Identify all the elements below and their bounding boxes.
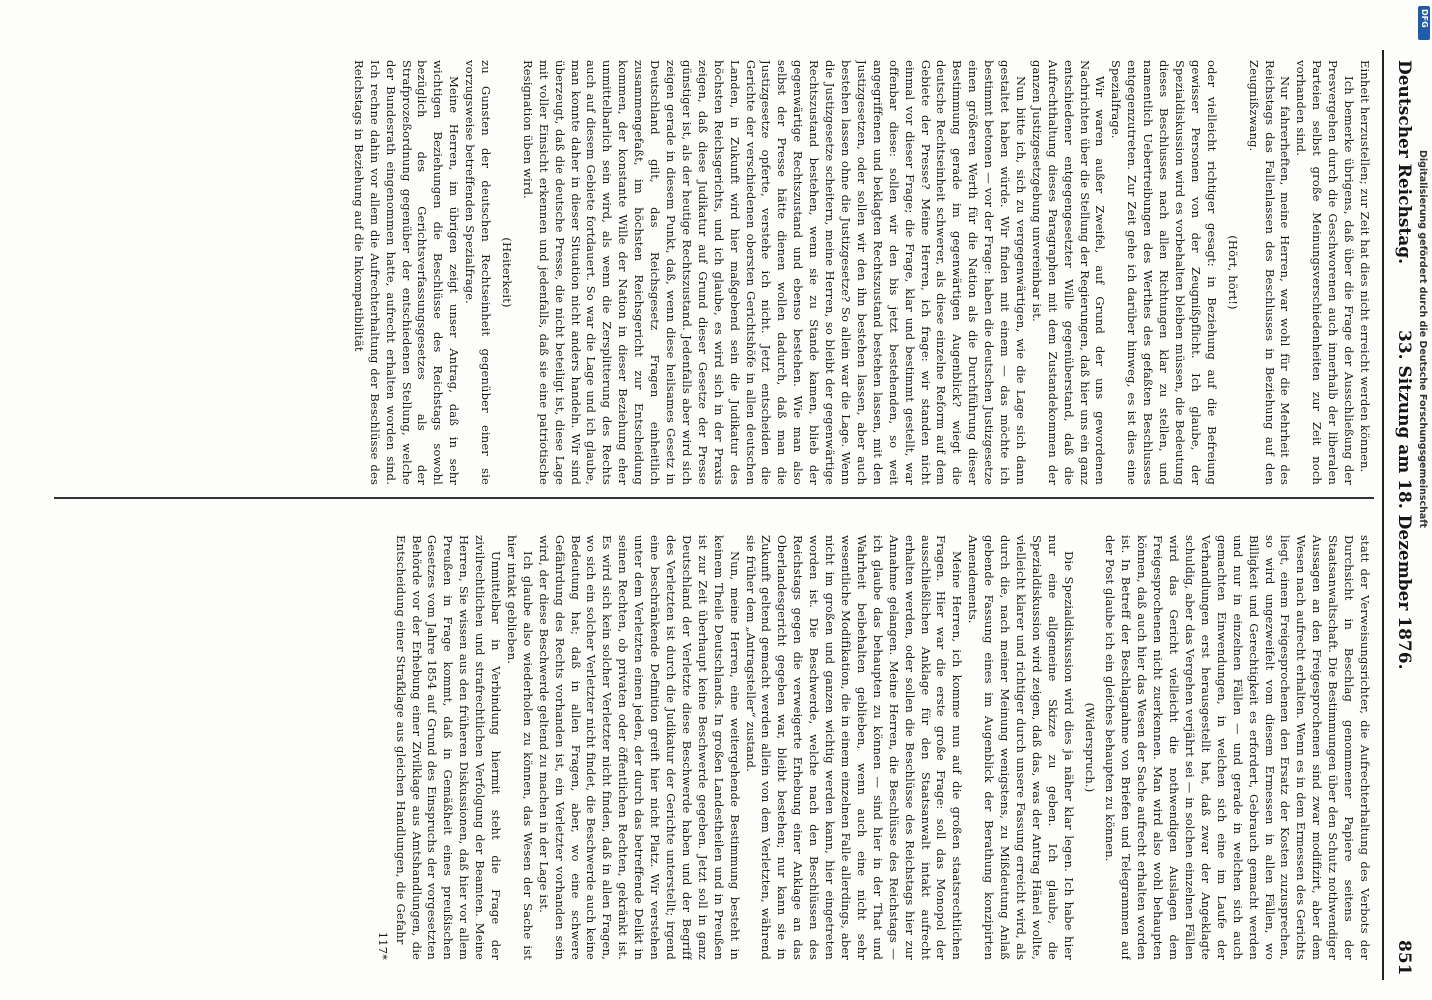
right-column — [52, 535, 1372, 960]
column-divider — [54, 497, 1374, 499]
paragraph: Nun bitte ich, sich zu vergegenwärtigen, wie die Lage sich dann gestaltet haben würde. Wir finden mit einem — das möchte ich bestimmt betonen — vor der Frage: haben die deutschen Justizgesetze einen größeren Werth für die Nation als die Durchführung dieser Bestimmung gerade im gegenwärtigen Augenblick? wiegt die deutsche Rechtseinheit schwerer, als diese einzelne Reform auf dem Gebiete der Presse? Meine Herren, ich frage: wir standen nicht einmal vor dieser Frage; die Frage, klar und bestimmt gestellt, war offenbar diese: sollen wir den bis jetzt bestehenden, so weit angegriffenen und beklagten Rechtszustand bestehen lassen, mit den Justizgesetzen, oder sollen wir den ihn bestehen lassen, aber auch bestehen lassen ohne die Justizgesetze? So allein war die Lage. Wenn die Justizgesetze scheitern, meine Herren, so bleibt der gegenwärtige Rechtszustand bestehen, wenn sie zu Stande kamen, blieb der gegenwärtige Rechtszustand und ebenso bestehen. Wie man also selbst der Presse hätte dienen wollen dadurch, daß man die Justizgesetze opferte, verstehe ich nicht. Jetzt entscheiden die Gerichte der verschiedenen obersten Gerichtshöfe in allen deutschen Landen, in Zukunft wird hier maßgebend sein die Judikatur des höchsten Reichsgerichts, und ich glaube, es wird sich in der Praxis zeigen, daß diese Judikatur auf Grund dieser Gesetze der Presse günstiger ist, als der heutige Rechtszustand. Jedenfalls aber wird sich zeigen gerade in diesem Punkt, daß, wenn diese heilsames Gesetz in Deutschland gilt, das Reichsgesetz Fragen einheitlich zusammengefaßt, im höchsten Reichsgericht zur Entscheidung kommen, der konstante Wille der Nation in dieser Beziehung eher unmittelbarlich sein wird, als wenn die Zersplitterung des Rechts auch auf diesem Gebiete fortdauert. So war die Lage und ich glaube, man konnte daher in dieser Situation nicht anders handeln. Wir sind überzeugt, daß die deutsche Presse, die nicht beteiligt ist, diese Lage mit voller Einsicht erkennen und jedenfalls, daß sie eine patriotische Resignation üben wird. — [520, 60, 1028, 485]
paragraph: oder vielleicht richtiger gesagt: in Beziehung auf die Befreiung gewisser Personen von der Zeugnißpflicht. Ich glaube, der Spezialdiskussion wird es vorbehalten bleiben müssen, die Bedeutung dieses Beschlusses nach allen Richtungen klar zu stellen, und namentlich Uebertreibungen des Werthes des gefaßten Beschlusses entgegenzutreten. Zur Zeit gehe ich darüber hinweg, es ist dies eine Spezialfrage. — [1109, 60, 1219, 485]
header-rule — [1382, 50, 1384, 980]
digitization-credit: Digitalisierung gefördert durch die Deutsche Forschungsgemeinschaft — [1417, 150, 1428, 528]
left-column — [52, 60, 1372, 485]
paragraph: Wir waren außer Zweifel, auf Grund der uns gewordenen Nachrichten über die Stellung der Regierungen, daß hier uns ein ganz entschiedener entgegengesetzter Wille gegenüberstand, daß die Aufrechthaltung dieses Paragraphen mit dem Zustandekommen der ganzen Justizgesetzgebung unvereinbar ist. — [1029, 60, 1108, 485]
paragraph: statt der Verweisungsrichter, die Aufrechterhaltung des Verbots der Durchsicht in Beschlag genommener Papiere seitens der Staatsanwaltschaft. Die Bestimmungen über den Schutz nothwendiger Aussagen an den Freigesprochenen sind zwar modifizirt, aber dem Wesen nach aufrecht erhalten. Wenn es in dem Ermessen des Gerichts liegt, einem Freigesprochenen den Ersatz der Kosten zuzusprechen, so wird ungezweifelt vom diesem Ermessen in allen Fällen, wo Billigkeit und Gerechtigkeit es erfordert, Gebrauch gemacht werden und nur in einzelnen Fällen — und gerade in welchen sich auch gemachten Einwendungen, in welchen sich eine im Laufe der Verhandlungen erst herausgestellt hat, daß zwar der Angeklagte schuldig, aber das Vergehen verjährt sei — in solchen einzelnen Fällen wird das Gericht vielleicht die nothwendigen Auslagen dem Freigesprochenen nicht zuerkennen. Man wird also wohl behaupten können, daß auch hier das Wesen der Sache aufrecht erhalten worden ist. In Betreff der Beschlagnahme von Briefen und Telegrammen auf der Post glaube ich ein gleiches behaupten zu können. — [1103, 535, 1372, 960]
paragraph: Nun, meine Herren, eine weitergehende Bestimmung besteht in keinem Theile Deutschlands. In großen Landestheilen und in Preußen ist zur Zeit überhaupt keine Beschwerde gegeben. Jetzt soll in ganz Deutschland der Verletzte diese Beschwerde haben und der Begriff des Verletzten ist durch die Judikatur der Gerichte unterstellt; irgend eine beschränkende Definition greift hier nicht Platz. Wir verstehen unter dem Verletzten einen jeden, der durch das betreffende Delikt in seinen Rechten, ob privaten oder öffentlichen Rechten, gekränkt ist. Es wird sich kein solcher Verletzter nicht finden, daß in allen Fragen, wo sich ein solcher Verletzter nicht findet, die Beschwerde auch keine Bedeutung hat; daß in allen Fragen, aber, wo eine schwere Gefährdung des Rechts vorhanden ist, ein Verletzter vorhanden sein wird, der diese Beschwerde geltend zu machen in der Lage ist. — [536, 535, 742, 960]
interjection: (Widerspruch.) — [1082, 702, 1097, 793]
paragraph: Meine Herren, ich komme nun auf die großen staatsrechtlichen Fragen. Hier war die erste große Frage: soll das Monopol der ausschließlichen Anklage für den Staatsanwalt intakt aufrecht erhalten werden, oder sollen die Beschlüsse des Reichstags hier zur Annahme gelangen. Meine Herren, die Beschlüsse des Reichstags — ich glaube das behaupten zu können — sind hier in der That und Wahrheit beibehalten geblieben, wenn auch eine nicht sehr wesentliche Modifikation, die in einem einzelnen Falle allerdings, aber nicht im großen und ganzen wichtig werden kann, hier eingetreten worden ist. Die Beschwerde, welche nach den Beschlüssen des Reichstags gegen die verweigerte Erhebung einer Anklage an das Oberlandesgericht gegeben war, bleibt bestehen; nur kann sie in Zukunft geltend gemacht werden allein von dem Verletzten, während sie früher dem „Antragsteller“ zustand. — [743, 535, 965, 960]
dfg-logo: DFG — [1418, 6, 1430, 40]
paragraph: Einheit herzustellen; zur Zeit hat dies nicht erreicht werden können. — [1358, 60, 1372, 473]
header-page-number: 851 — [1394, 940, 1414, 976]
footer-signature: 117* — [375, 931, 390, 960]
interjection: (Heiterkeit) — [499, 237, 514, 308]
header-title: Deutscher Reichstag. — [1394, 60, 1414, 265]
paragraph: Ich glaube also wiederholen zu können, das Wesen der Sache ist hier intakt geblieben. — [504, 535, 535, 960]
paragraph: Meine Herren, im übrigen zeigt unser Antrag, daß in sehr wichtigen Beziehungen die Beschlüsse des Reichstags sowohl bezüglich des Gerichtsverfassungsgesetzes als der Strafprozeßordnung gegenüber der entschiedenen Stellung, welche der Bundesrath eingenommen hatte, aufrecht erhalten worden sind. Ich rechne dahin vor allem die Aufrechterhaltung der Beschlüsse des Reichstags in Beziehung auf die Inkompatibilität — [351, 60, 462, 485]
paragraph: Die Spezialdiskussion wird dies ja näher klar legen. Ich habe hier nur eine allgemeine Skizze zu geben. Ich glaube, die Spezialdiskussion wird zeigen, daß das, was der Antrag Hänel wollte, vielleicht klarer und richtiger durch unsere Fassung erreicht wird, als durch die, nach meiner Meinung wenigstens, zu Mißdeutung Anlaß gebende Fassung eines im Augenblick der Berathung konzipirten Amendements. — [966, 535, 1076, 960]
paragraph: zu Gunsten der deutschen Rechtseinheit gegenüber einer sie vorzugsweise betreffenden Spezialfrage. — [463, 60, 494, 485]
paragraph: Nur fahrerheften, meine Herren, war wohl für die Mehrheit des Reichstags das Fallenlassen des Beschlusses in Beziehung auf den Zeugnißzwang. — [1246, 60, 1293, 485]
interjection: (Hört, hört!) — [1225, 235, 1240, 310]
paragraph: Ich bemerke übrigens, daß über die Frage der Ausschließung der Presvergehen durch die Geschworenen auch innerhalb der liberalen Parteien selbst große Meinungsverschiedenheiten zur Zeit noch vorhanden sind. — [1294, 60, 1357, 485]
paragraph: Unmittelbar in Verbindung hiermit steht die Frage der zivilrechtlichen und strafrechtlichen Verfolgung der Beamten. Meine Herren, Sie wissen aus den früheren Diskussionen, daß hier vor allem Preußen in Frage kommt, daß in Gemäßheit eines preußischen Gesetzes vom Jahre 1854 auf Grund des Einspruchs der vorgesetzten Behörde vor der Erhebung einer Zivilklage aus Amtshandlungen, die Entscheidung einer Strafklage aus gleichen Handlungen, die Gefahr — [393, 535, 504, 960]
header-session: 33. Sitzung am 18. Dezember 1876. — [1394, 330, 1414, 670]
